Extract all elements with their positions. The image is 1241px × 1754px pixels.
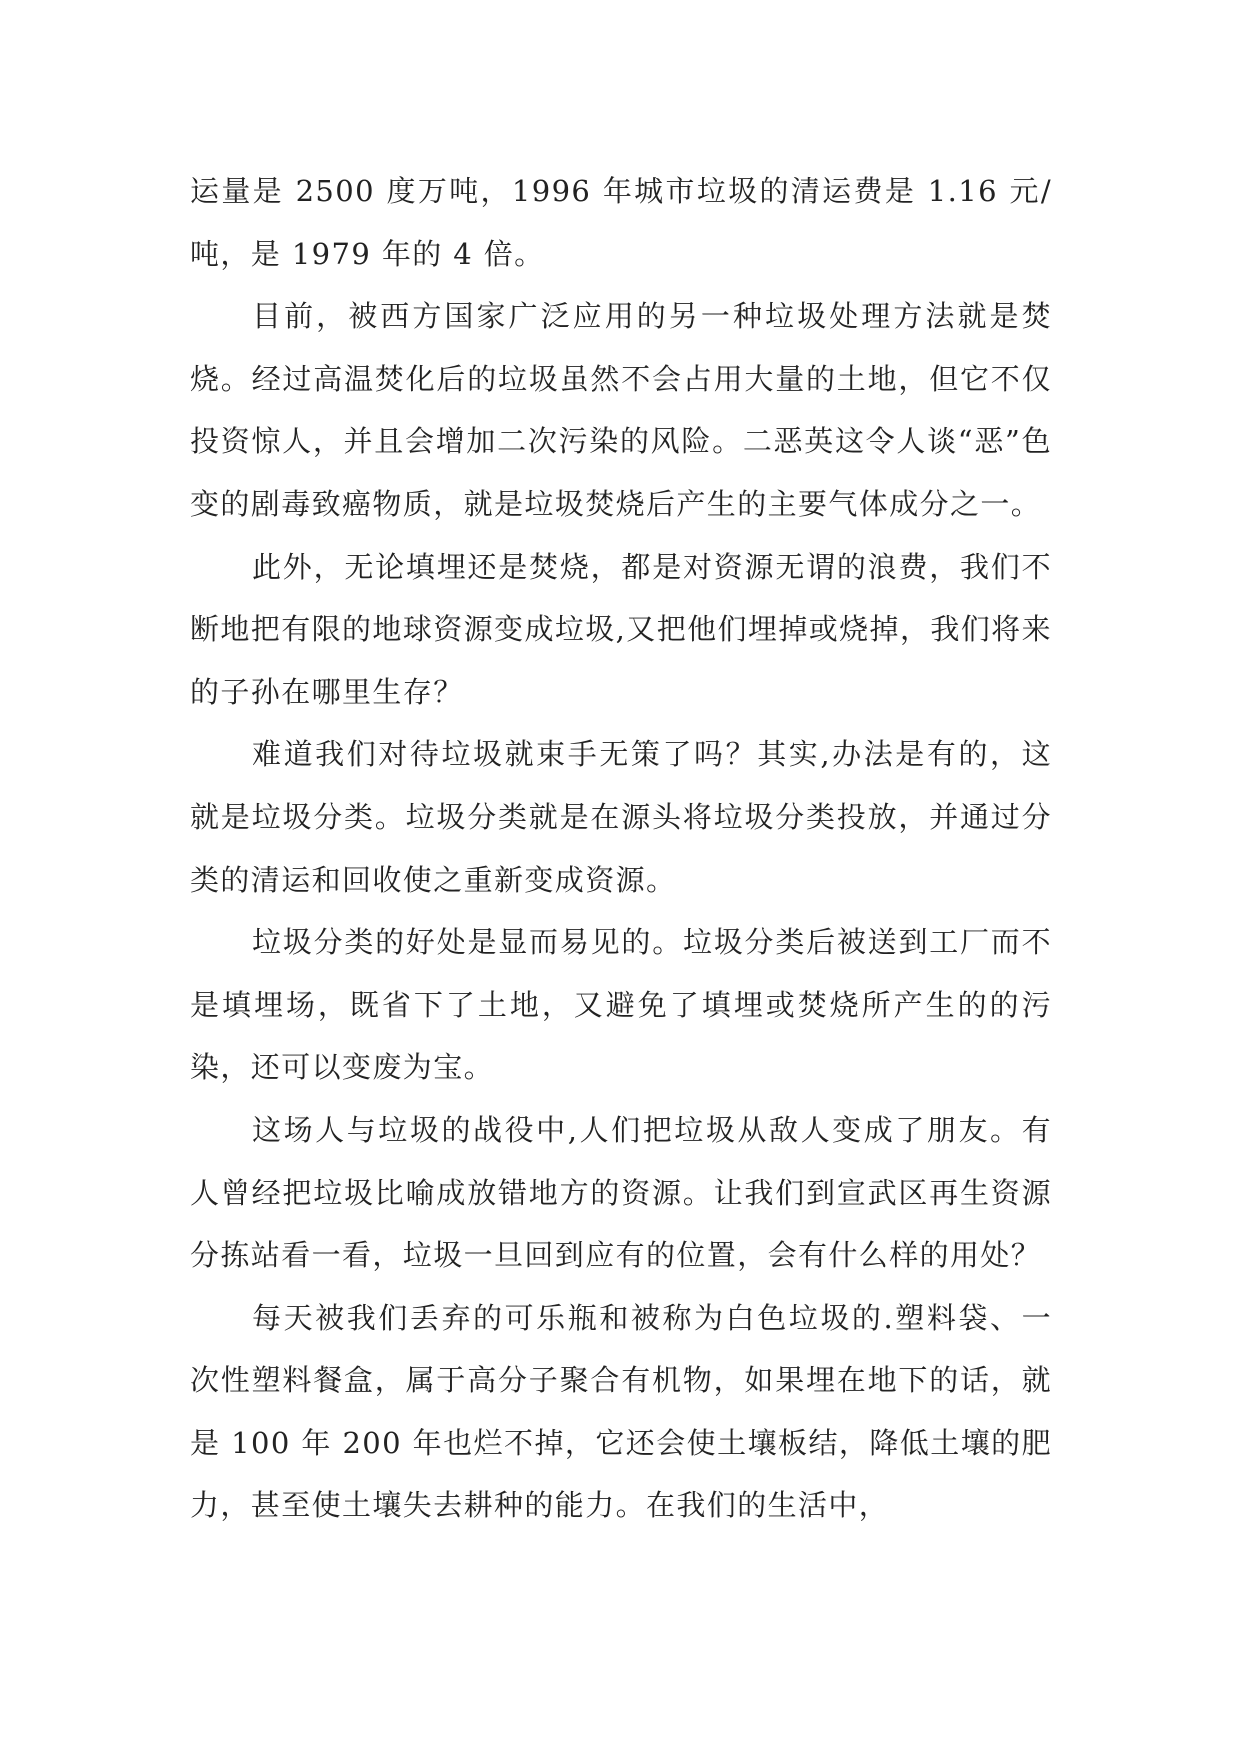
- paragraph-6: 这场人与垃圾的战役中,人们把垃圾从敌人变成了朋友。有人曾经把垃圾比喻成放错地方的资源。让我们到宣武区再生资源分拣站看一看，垃圾一旦回到应有的位置，会有什么样的用处？: [190, 1112, 1052, 1273]
- paragraph-3: 此外，无论填埋还是焚烧，都是对资源无谓的浪费，我们不断地把有限的地球资源变成垃圾,又把他们埋掉或烧掉，我们将来的子孙在哪里生存？: [190, 549, 1052, 709]
- paragraph-7: 每天被我们丢弃的可乐瓶和被称为白色垃圾的.塑料袋、一次性塑料餐盒，属于高分子聚合有机物，如果埋在地下的话，就是 100 年 200 年也烂不掉，它还会使土壤板结，降低土壤的肥力，甚至使土壤失去耕种的能力。在我们的生活中，: [190, 1300, 1052, 1523]
- paragraph-5: 垃圾分类的好处是显而易见的。垃圾分类后被送到工厂而不是填埋场，既省下了土地，又避免了填埋或焚烧所产生的的污染，还可以变废为宝。: [190, 925, 1052, 1085]
- paragraph-4: 难道我们对待垃圾就束手无策了吗？其实,办法是有的，这就是垃圾分类。垃圾分类就是在源头将垃圾分类投放，并通过分类的清运和回收使之重新变成资源。: [190, 737, 1052, 897]
- paragraph-2: 目前，被西方国家广泛应用的另一种垃圾处理方法就是焚烧。经过高温焚化后的垃圾虽然不会占用大量的土地，但它不仅投资惊人，并且会增加二次污染的风险。二恶英这令人谈“恶”色变的剧毒致癌物质，就是垃圾焚烧后产生的主要气体成分之一。: [190, 299, 1052, 521]
- paragraph-1: 运量是 2500 度万吨，1996 年城市垃圾的清运费是 1.16 元/吨，是 1979 年的 4 倍。: [190, 174, 1052, 271]
- document-body: [190, 160, 1052, 1537]
